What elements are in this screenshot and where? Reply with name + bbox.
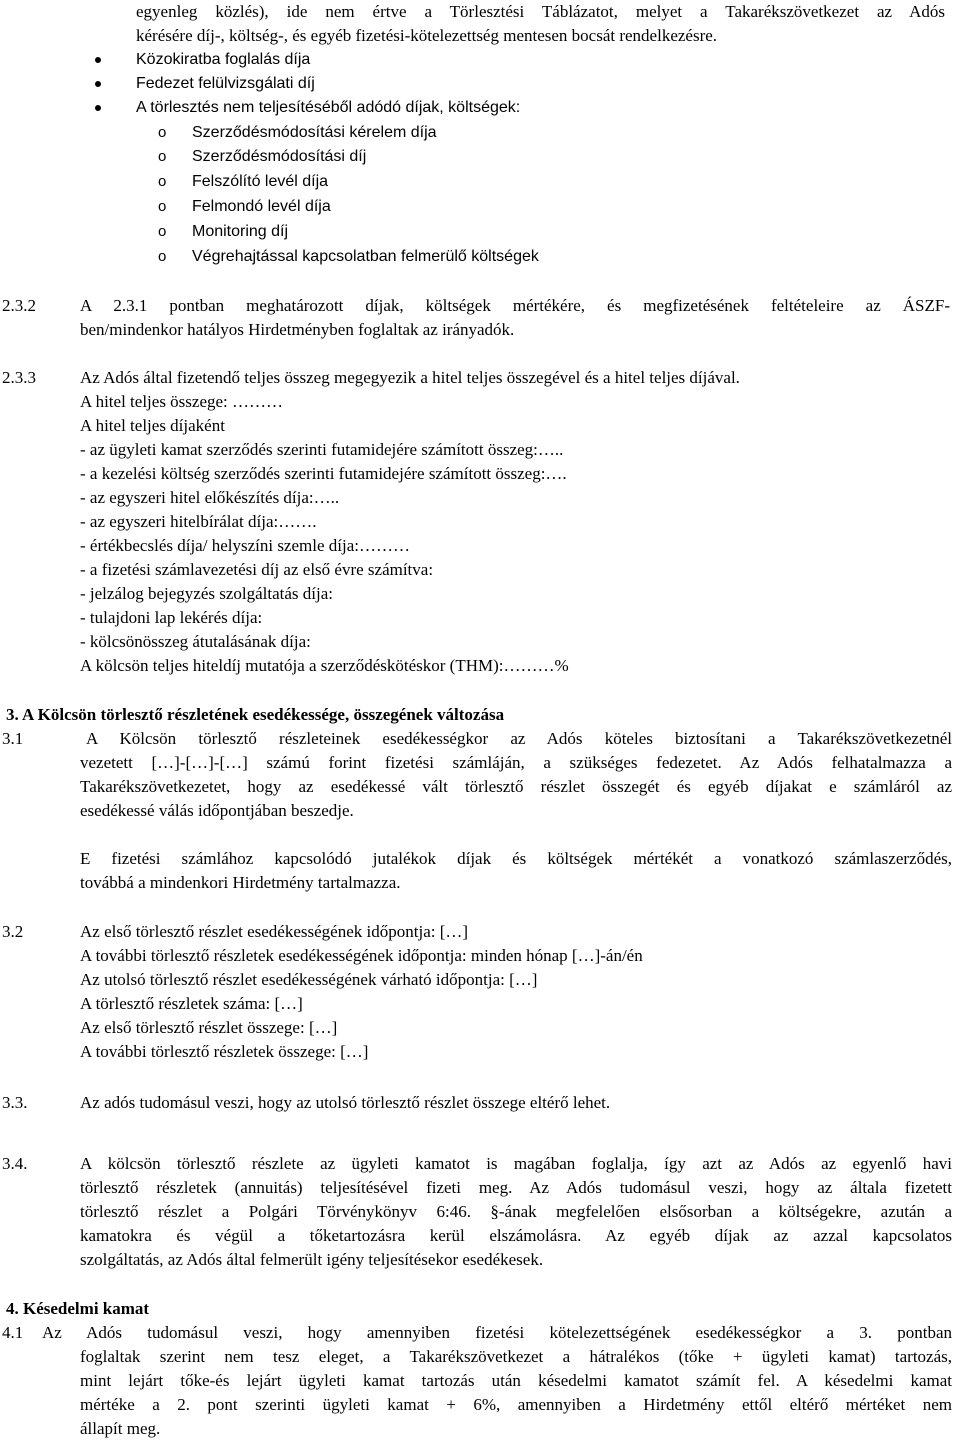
section-number: 3.4. [2, 1154, 28, 1173]
sub-bullet-item: Felmondó levél díja [192, 198, 331, 215]
sub-bullet-item: Monitoring díj [192, 223, 289, 240]
thm-line: A kölcsön teljes hiteldíj mutatója a szerződéskötéskor (THM):………% [80, 656, 569, 675]
section-number: 3.3. [2, 1093, 28, 1112]
circle-bullet-icon: o [158, 198, 167, 215]
bullet-icon [95, 105, 101, 111]
fee-line: - az egyszeri hitelbírálat díja:……. [80, 512, 317, 531]
bullet-item: A törlesztés nem teljesítéséből adódó díjak, költségek: [136, 99, 521, 116]
section-heading: 4. Késedelmi kamat [6, 1299, 150, 1318]
section-number: 3.1 [2, 729, 24, 748]
paragraph-line: törlesztő részlet a Polgári Törvénykönyv 6:46. §-ának megfelelően elsősorban a költségekre, azután a [80, 1202, 952, 1221]
paragraph-line: A 2.3.1 pontban meghatározott díjak, költségek mértékére, és megfizetésének feltételeire az ÁSZF- [80, 296, 950, 315]
paragraph-line: A kölcsön törlesztő részlete az ügyleti kamatot is magában foglalja, így azt az Adós az egyenlő havi [80, 1154, 952, 1173]
section-number: 3.2 [2, 922, 24, 941]
intro-line-1: egyenleg közlés), ide nem értve a Törlesztési Táblázatot, melyet a Takarékszövetkezet az Adós [136, 2, 945, 21]
bullet-icon [95, 57, 101, 63]
fee-line: - tulajdoni lap lekérés díja: [80, 608, 263, 627]
paragraph-line: esedékessé válás időpontjában beszedje. [80, 801, 354, 820]
paragraph-line: mértéke a 2. pont szerinti ügyleti kamat + 6%, amennyiben a Hirdetmény ettől eltérő mértéket nem [80, 1395, 952, 1414]
bullet-item: Közokiratba foglalás díja [136, 51, 311, 68]
paragraph-line: A hitel teljes díjaként [80, 416, 225, 435]
paragraph-line: Az adós tudomásul veszi, hogy az utolsó törlesztő részlet összege eltérő lehet. [80, 1093, 611, 1112]
sub-bullet-item: Végrehajtással kapcsolatban felmerülő költségek [192, 248, 539, 265]
section-number: 2.3.2 [2, 296, 36, 315]
paragraph-line: ben/mindenkor hatályos Hirdetményben foglaltak az irányadók. [80, 320, 515, 339]
section-number: 2.3.3 [2, 368, 36, 387]
paragraph-line: mint lejárt tőke-és lejárt ügyleti kamat tartozás után késedelmi kamatot számít fel. A késedelmi kamat [80, 1371, 952, 1390]
schedule-line: A további törlesztő részletek esedékességének időpontja: minden hónap […]-án/én [80, 946, 643, 965]
circle-bullet-icon: o [158, 124, 167, 141]
paragraph-line: állapít meg. [80, 1419, 161, 1438]
bullet-item: Fedezet felülvizsgálati díj [136, 75, 315, 92]
fee-line: - a kezelési költség szerződés szerinti futamidejére számított összeg:…. [80, 464, 567, 483]
paragraph-line: Takarékszövetkezetet, hogy az esedékessé vált törlesztő részlet összegét és egyéb díjakat e számláról az [80, 777, 952, 796]
paragraph-line: kamatokra és végül a tőketartozásra kerül elszámolásra. Az egyéb díjak az azzal kapcsolatos [80, 1226, 952, 1245]
paragraph-line: továbbá a mindenkori Hirdetmény tartalmazza. [80, 873, 401, 892]
schedule-line: A további törlesztő részletek összege: […] [80, 1042, 369, 1061]
intro-line-2: kérésére díj-, költség-, és egyéb fizetési-kötelezettség mentesen bocsát rendelkezésre. [136, 26, 718, 45]
fee-line: - értékbecslés díja/ helyszíni szemle díja:……… [80, 536, 410, 555]
paragraph-line: A hitel teljes összege: ……… [80, 392, 284, 411]
fee-line: - a fizetési számlavezetési díj az első évre számítva: [80, 560, 434, 579]
fee-line: - az egyszeri hitel előkészítés díja:….. [80, 488, 340, 507]
paragraph-line: Az Adós tudomásul veszi, hogy amennyiben fizetési kötelezettségének esedékességkor a 3. pontban [42, 1323, 952, 1342]
paragraph-line: törlesztő részletek (annuitás) teljesítésével fizeti meg. Az Adós tudomásul veszi, hogy az általa fizetett [80, 1178, 952, 1197]
circle-bullet-icon: o [158, 248, 167, 265]
paragraph-line: vezetett […]-[…]-[…] számú forint fizetési számláján, a szükséges fedezetet. Az Adós felhatalmazza a [80, 753, 952, 772]
paragraph-line: foglaltak szerint nem tesz eleget, a Takarékszövetkezet a hátralékos (tőke + ügyleti kamat) tartozás, [80, 1347, 952, 1366]
circle-bullet-icon: o [158, 148, 167, 165]
bullet-icon [95, 81, 101, 87]
paragraph-line: szolgáltatás, az Adós által felmerült igény teljesítésekor esedékesek. [80, 1250, 544, 1269]
schedule-line: Az első törlesztő részlet esedékességének időpontja: […] [80, 922, 469, 941]
fee-line: - az ügyleti kamat szerződés szerinti futamidejére számított összeg:….. [80, 440, 564, 459]
paragraph-line: A Kölcsön törlesztő részleteinek esedékességkor az Adós köteles biztosítani a Takarékszövetkezetnél [86, 729, 952, 748]
sub-bullet-item: Szerződésmódosítási díj [192, 148, 367, 165]
fee-line: - kölcsönösszeg átutalásának díja: [80, 632, 311, 651]
schedule-line: A törlesztő részletek száma: […] [80, 994, 303, 1013]
schedule-line: Az utolsó törlesztő részlet esedékességének várható időpontja: […] [80, 970, 538, 989]
section-heading: 3. A Kölcsön törlesztő részletének esedékessége, összegének változása [6, 705, 505, 724]
section-number: 4.1 [2, 1323, 24, 1342]
circle-bullet-icon: o [158, 223, 167, 240]
sub-bullet-item: Felszólító levél díja [192, 173, 329, 190]
fee-line: - jelzálog bejegyzés szolgáltatás díja: [80, 584, 334, 603]
paragraph-line: E fizetési számlához kapcsolódó jutalékok díjak és költségek mértékét a vonatkozó számlaszerződés, [80, 849, 952, 868]
paragraph-line: Az Adós által fizetendő teljes összeg megegyezik a hitel teljes összegével és a hitel teljes díjával. [80, 368, 740, 387]
schedule-line: Az első törlesztő részlet összege: […] [80, 1018, 338, 1037]
circle-bullet-icon: o [158, 173, 167, 190]
sub-bullet-item: Szerződésmódosítási kérelem díja [192, 124, 437, 141]
